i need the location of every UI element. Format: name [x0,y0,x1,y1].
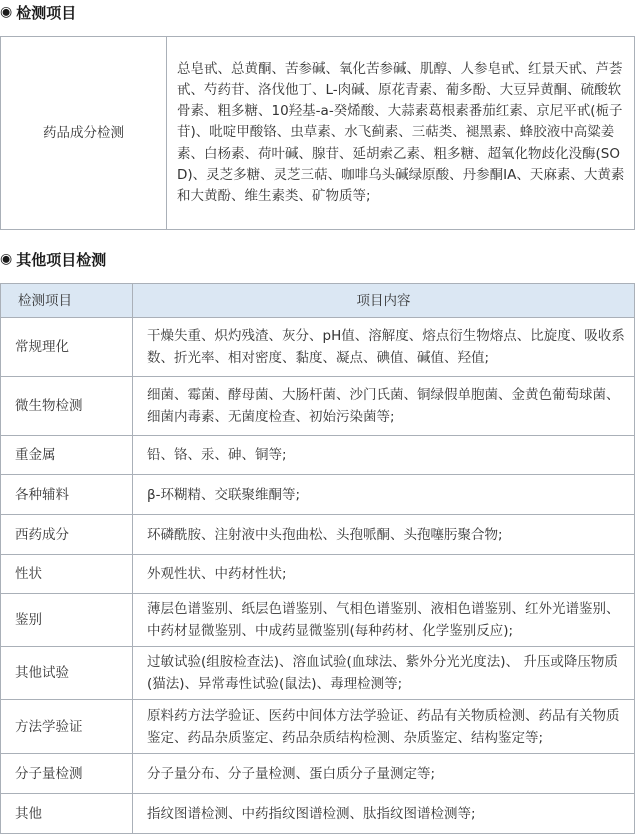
table-row [1,37,635,230]
item-name: 方法学验证 [1,700,133,754]
table-row [1,794,635,834]
item-name: 各种辅料 [1,475,133,515]
item-name: 鉴别 [1,594,133,647]
item-name: 其他试验 [1,647,133,700]
section-heading-other-items [0,247,106,271]
item-value: 环磷酰胺、注射液中头孢曲松、头孢哌酮、头孢噻肟聚合物; [133,515,635,555]
item-name: 性状 [1,555,133,594]
item-name: 分子量检测 [1,754,133,794]
table-row [1,515,635,555]
table-row [1,318,635,377]
item-value: 细菌、霉菌、酵母菌、大肠杆菌、沙门氏菌、铜绿假单胞菌、金黄色葡萄球菌、细菌内毒素、无菌度检查、初始污染菌等; [133,377,635,436]
radio-bullet-icon: ◉ [0,4,13,20]
item-value: 分子量分布、分子量检测、蛋白质分子量测定等; [133,754,635,794]
section-title: 检测项目 [16,3,77,22]
item-value: 指纹图谱检测、中药指纹图谱检测、肽指纹图谱检测等; [133,794,635,834]
item-name: 其他 [1,794,133,834]
row-label: 药品成分检测 [1,37,167,230]
item-name: 微生物检测 [1,377,133,436]
table-row [1,475,635,515]
item-value: 原料药方法学验证、医药中间体方法学验证、药品有关物质检测、药品有关物质鉴定、药品杂质鉴定、药品杂质结构检测、杂质鉴定、结构鉴定等; [133,700,635,754]
section-heading-detection-items [0,0,76,24]
item-value: 薄层色谱鉴别、纸层色谱鉴别、气相色谱鉴别、液相色谱鉴别、红外光谱鉴别、中药材显微鉴别、中成药显微鉴别(每种药材、化学鉴别反应); [133,594,635,647]
other-items-table [0,283,635,834]
column-header: 检测项目 [1,284,133,318]
table-row [1,377,635,436]
item-value: 外观性状、中药材性状; [133,555,635,594]
item-name: 重金属 [1,436,133,475]
table-row [1,555,635,594]
table-row [1,436,635,475]
drug-component-table [0,36,635,230]
table-header-row [1,284,635,318]
table-row [1,594,635,647]
item-value: 过敏试验(组胺检查法)、溶血试验(血球法、紫外分光光度法)、 升压或降压物质(猫法)、异常毒性试验(鼠法)、毒理检测等; [133,647,635,700]
row-content: 总皂甙、总黄酮、苦参碱、氧化苦参碱、肌醇、人参皂甙、红景天甙、芦荟甙、芍药苷、洛伐他丁、L-肉碱、原花青素、葡多酚、大豆异黄酮、硫酸软骨素、粗多糖、10羟基-a-癸烯酸、大蒜素葛根素番茄红素、京尼平甙(栀子苷)、吡啶甲酸铬、虫草素、水飞蓟素、三萜类、褪黑素、蜂胶液中高粱姜素、白杨素、荷叶碱、腺苷、延胡索乙素、粗多糖、超氧化物歧化没酶(SOD)、灵芝多糖、灵芝三萜、咖啡乌头碱绿原酸、丹参酮IA、天麻素、大黄素和大黄酚、维生素类、矿物质等; [167,37,635,230]
item-value: β-环糊精、交联聚维酮等; [133,475,635,515]
column-header: 项目内容 [133,284,635,318]
radio-bullet-icon: ◉ [0,251,13,267]
table-row [1,754,635,794]
item-value: 干燥失重、炽灼残渣、灰分、pH值、溶解度、熔点衍生物熔点、比旋度、吸收系数、折光率、相对密度、黏度、凝点、碘值、碱值、羟值; [133,318,635,377]
table-row [1,700,635,754]
item-value: 铅、铬、汞、砷、铜等; [133,436,635,475]
item-name: 西药成分 [1,515,133,555]
item-name: 常规理化 [1,318,133,377]
table-row [1,647,635,700]
section-title: 其他项目检测 [16,250,107,269]
